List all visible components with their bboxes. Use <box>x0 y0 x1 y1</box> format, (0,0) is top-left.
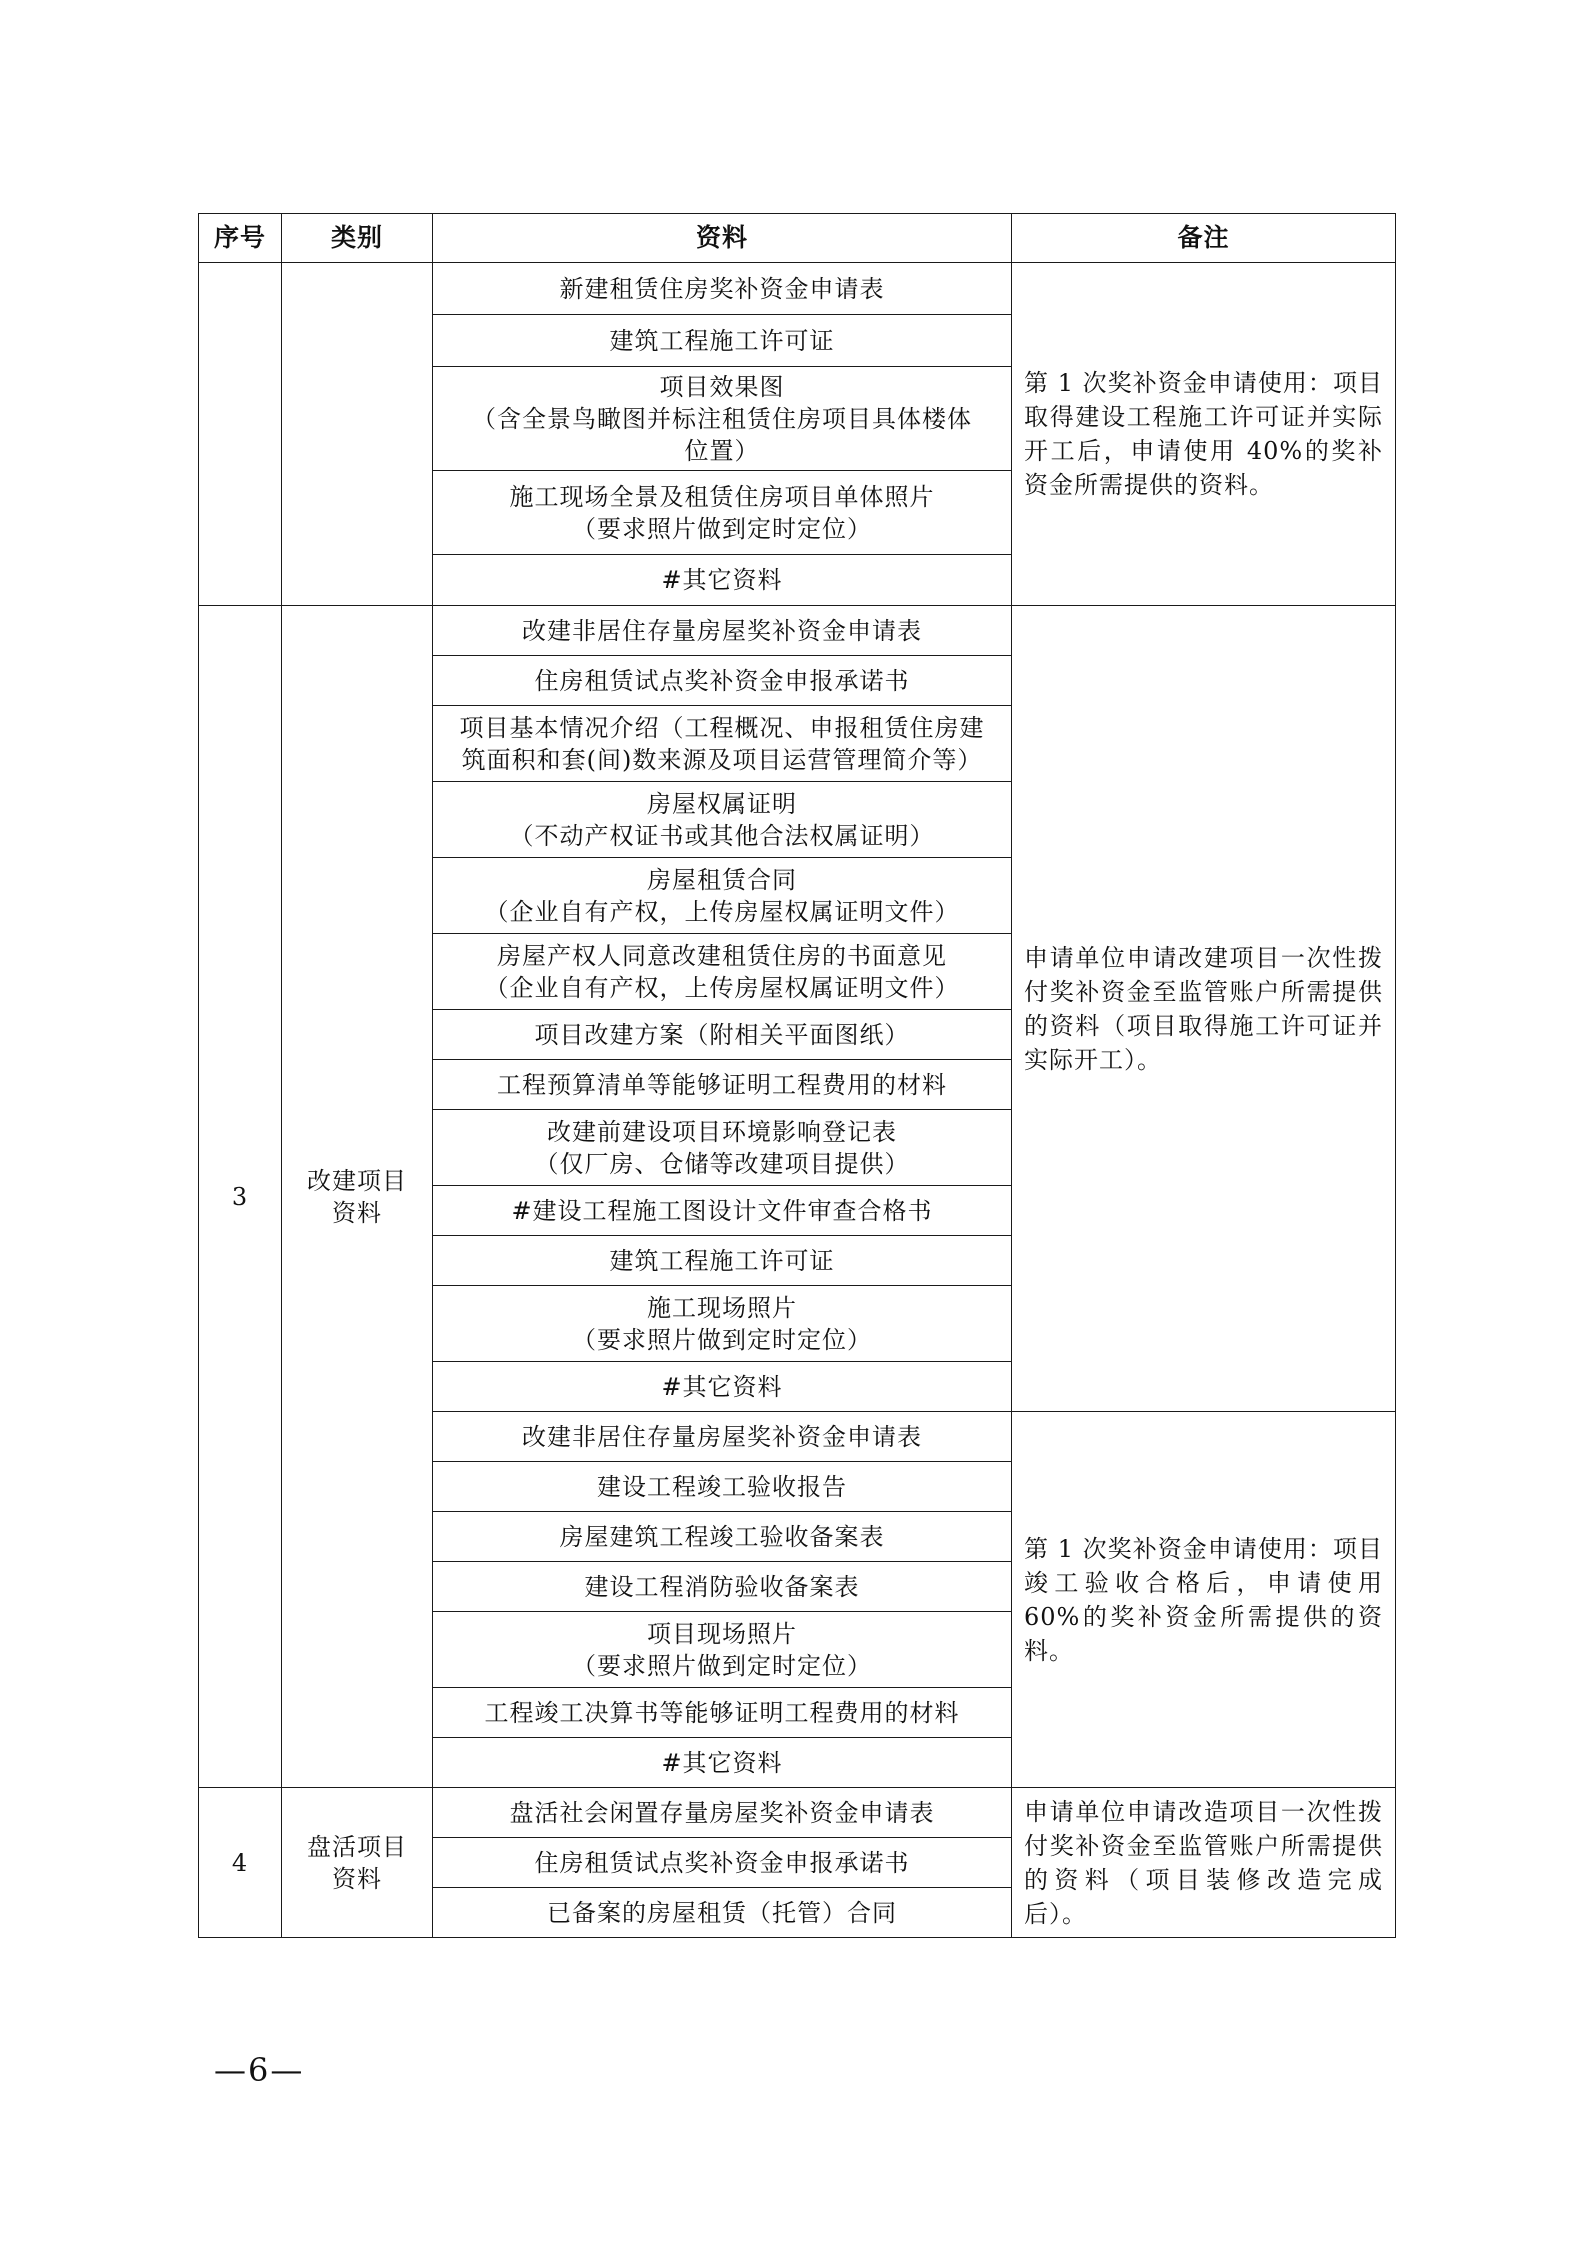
material-item <box>433 782 1012 858</box>
material-item: 建筑工程施工许可证 <box>433 315 1012 367</box>
material-item: 工程竣工决算书等能够证明工程费用的材料 <box>433 1688 1012 1738</box>
header-seq: 序号 <box>199 214 282 263</box>
remark-cell-4: 申请单位申请改造项目一次性拨付奖补资金至监管账户所需提供的资料（项目装修改造完成后）。 <box>1012 1788 1396 1938</box>
material-item <box>433 1612 1012 1688</box>
material-line: （要求照片做到定时定位） <box>572 1325 872 1354</box>
category-line: 资料 <box>332 1864 382 1893</box>
seq-cell-3: 3 <box>199 606 282 1788</box>
material-item: 建设工程消防验收备案表 <box>433 1562 1012 1612</box>
material-line: 房屋租赁合同 <box>647 865 797 894</box>
category-cell-block1 <box>282 263 433 606</box>
material-line: 改建前建设项目环境影响登记表 <box>547 1117 897 1146</box>
remark-cell-3b: 第 1 次奖补资金申请使用：项目竣工验收合格后，申请使用 60%的奖补资金所需提供的资料。 <box>1012 1412 1396 1788</box>
material-line: 施工现场照片 <box>647 1293 797 1322</box>
material-item: #建设工程施工图设计文件审查合格书 <box>433 1186 1012 1236</box>
seq-cell-4: 4 <box>199 1788 282 1938</box>
material-item <box>433 934 1012 1010</box>
material-line: 施工现场全景及租赁住房项目单体照片 <box>509 482 935 511</box>
material-line: （企业自有产权，上传房屋权属证明文件） <box>484 973 960 1002</box>
category-cell-4 <box>282 1788 433 1938</box>
material-item <box>433 1286 1012 1362</box>
header-materials: 资料 <box>433 214 1012 263</box>
category-line: 改建项目 <box>307 1166 407 1195</box>
material-line: （要求照片做到定时定位） <box>572 1651 872 1680</box>
material-item <box>433 367 1012 471</box>
material-item <box>433 706 1012 782</box>
materials-table <box>198 213 1396 1938</box>
material-item: 项目改建方案（附相关平面图纸） <box>433 1010 1012 1060</box>
table-row <box>199 1788 1396 1838</box>
material-line: （企业自有产权，上传房屋权属证明文件） <box>484 897 960 926</box>
material-item: 盘活社会闲置存量房屋奖补资金申请表 <box>433 1788 1012 1838</box>
material-line: （不动产权证书或其他合法权属证明） <box>509 821 935 850</box>
remark-cell-3a: 申请单位申请改建项目一次性拨付奖补资金至监管账户所需提供的资料（项目取得施工许可证并实际开工）。 <box>1012 606 1396 1412</box>
material-item: 建设工程竣工验收报告 <box>433 1462 1012 1512</box>
material-item: 住房租赁试点奖补资金申报承诺书 <box>433 656 1012 706</box>
material-item: 住房租赁试点奖补资金申报承诺书 <box>433 1838 1012 1888</box>
material-item: #其它资料 <box>433 555 1012 606</box>
material-item: 改建非居住存量房屋奖补资金申请表 <box>433 606 1012 656</box>
table-header-row <box>199 214 1396 263</box>
material-item: 工程预算清单等能够证明工程费用的材料 <box>433 1060 1012 1110</box>
material-line: 房屋权属证明 <box>647 789 797 818</box>
material-item <box>433 471 1012 555</box>
category-line: 资料 <box>332 1198 382 1227</box>
material-line: 位置） <box>684 436 760 465</box>
material-item <box>433 858 1012 934</box>
material-item: 建筑工程施工许可证 <box>433 1236 1012 1286</box>
header-category: 类别 <box>282 214 433 263</box>
seq-cell-block1 <box>199 263 282 606</box>
material-line: （仅厂房、仓储等改建项目提供） <box>534 1149 910 1178</box>
material-item: 新建租赁住房奖补资金申请表 <box>433 263 1012 315</box>
material-line: 项目效果图 <box>659 372 785 401</box>
material-item: #其它资料 <box>433 1738 1012 1788</box>
material-line: 项目基本情况介绍（工程概况、申报租赁住房建 <box>459 713 985 742</box>
material-line: 筑面积和套(间)数来源及项目运营管理简介等） <box>461 745 983 774</box>
table-row <box>199 263 1396 315</box>
material-line: （含全景鸟瞰图并标注租赁住房项目具体楼体 <box>472 404 972 433</box>
material-line: 项目现场照片 <box>647 1619 797 1648</box>
material-item <box>433 1110 1012 1186</box>
material-item: #其它资料 <box>433 1362 1012 1412</box>
category-cell-3 <box>282 606 433 1788</box>
remark-cell-block1: 第 1 次奖补资金申请使用：项目取得建设工程施工许可证并实际开工后，申请使用 40%的奖补资金所需提供的资料。 <box>1012 263 1396 606</box>
header-remarks: 备注 <box>1012 214 1396 263</box>
page-number: —6— <box>214 2051 305 2089</box>
material-line: 房屋产权人同意改建租赁住房的书面意见 <box>497 941 947 970</box>
table-row <box>199 606 1396 656</box>
material-line: （要求照片做到定时定位） <box>572 514 872 543</box>
material-item: 改建非居住存量房屋奖补资金申请表 <box>433 1412 1012 1462</box>
material-item: 已备案的房屋租赁（托管）合同 <box>433 1888 1012 1938</box>
category-line: 盘活项目 <box>307 1832 407 1861</box>
material-item: 房屋建筑工程竣工验收备案表 <box>433 1512 1012 1562</box>
